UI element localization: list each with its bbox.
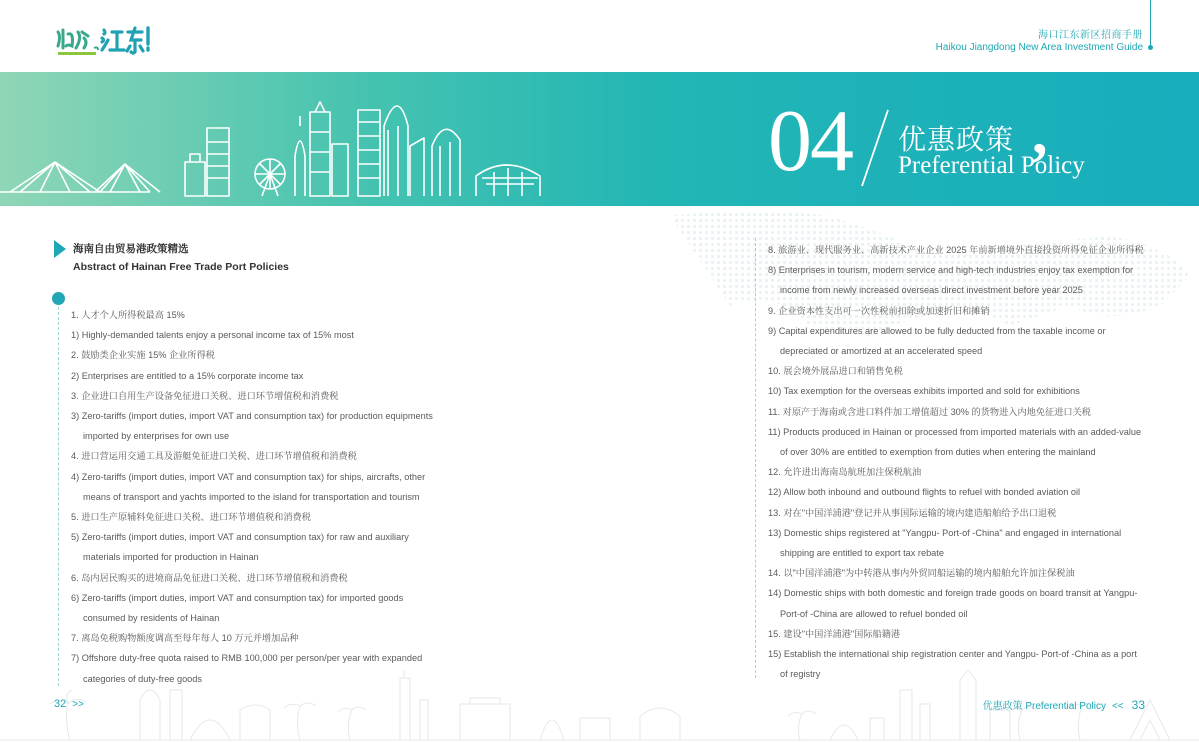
jiangdong-logo xyxy=(54,24,154,58)
chapter-title-cn: 优惠政策 xyxy=(898,123,1015,156)
list-item: consumed by residents of Hainan xyxy=(83,613,220,624)
logo-graphic xyxy=(54,24,154,58)
list-item: 7) Offshore duty-free quota raised to RMB 100,000 per person/per year with expanded xyxy=(71,653,423,664)
list-item: 10. 展会境外展品进口和销售免税 xyxy=(768,366,903,377)
header-divider-line xyxy=(1150,0,1151,46)
page-arrows: << xyxy=(1111,701,1124,712)
guide-title-en: Haikou Jiangdong New Area Investment Guide xyxy=(935,42,1143,53)
list-item: 8. 旅游业、现代服务业、高新技术产业企业 2025 年前新增境外直接投资所得免征企业所得税 xyxy=(768,245,1144,255)
page-number-left xyxy=(54,698,84,710)
list-item: materials imported for production in Hainan xyxy=(83,552,259,563)
page-number-right xyxy=(983,697,1145,712)
list-item: 14. 以"中国洋浦港"为中转港从事内外贸同船运输的境内船舶允许加注保税油 xyxy=(768,568,1075,579)
list-item: 6) Zero-tariffs (import duties, import VAT and consumption tax) for imported goods xyxy=(71,592,404,603)
list-item: 11) Products produced in Hainan or processed from imported materials with an added-value xyxy=(768,426,1142,437)
left-column-dashed-line xyxy=(58,302,59,686)
list-item: categories of duty-free goods xyxy=(83,673,202,684)
list-item: income from newly increased overseas direct investment before year 2025 xyxy=(780,285,1083,296)
section-title-en: Abstract of Hainan Free Trade Port Policies xyxy=(73,261,289,273)
list-item: 3) Zero-tariffs (import duties, import VAT and consumption tax) for production equipments xyxy=(71,411,433,422)
list-item: 14) Domestic ships with both domestic and foreign trade goods on board transit at Yangpu- xyxy=(768,588,1138,599)
footer-chapter-label: 优惠政策 Preferential Policy xyxy=(982,701,1106,712)
list-item: 12) Allow both inbound and outbound flights to refuel with bonded aviation oil xyxy=(768,487,1081,498)
list-item: shipping are entitled to export tax rebate xyxy=(780,548,944,559)
guide-title-cn: 海口江东新区招商手册 xyxy=(1038,30,1143,41)
play-triangle-icon xyxy=(54,240,66,258)
page-arrows: >> xyxy=(72,699,84,710)
guide-header xyxy=(936,30,1143,54)
chapter-slash-divider xyxy=(858,108,892,188)
list-item: 15) Establish the international ship registration center and Yangpu- Port-of -China as a port xyxy=(768,649,1137,660)
list-item: 8) Enterprises in tourism, modern service and high-tech industries enjoy tax exemption for xyxy=(768,265,1134,276)
list-item: 11. 对原产于海南或含进口料件加工增值超过 30% 的货物进入内地免征进口关税 xyxy=(768,406,1091,417)
policy-list-right xyxy=(768,240,1144,684)
list-item: means of transport and yachts imported to the island for transportation and tourism xyxy=(83,491,420,502)
chapter-number: 04 xyxy=(768,93,852,190)
quote-mark-icon: , xyxy=(1032,99,1048,167)
list-item: Port-of -China are allowed to refuel bonded oil xyxy=(780,608,968,619)
list-item: 9) Capital expenditures are allowed to be fully deducted from the taxable income or xyxy=(768,325,1106,336)
left-column-bullet-dot xyxy=(52,292,65,305)
list-item: of over 30% are entitled to exemption from duties when entering the mainland xyxy=(780,447,1096,458)
list-item: 1) Highly-demanded talents enjoy a personal income tax of 15% most xyxy=(71,330,354,341)
list-item: 2. 鼓励类企业实施 15% 企业所得税 xyxy=(71,350,215,361)
list-item: 3. 企业进口自用生产设备免征进口关税、进口环节增值税和消费税 xyxy=(71,390,339,401)
list-item: 5) Zero-tariffs (import duties, import VAT and consumption tax) for raw and auxiliary xyxy=(71,532,409,543)
list-item: 13. 对在"中国洋浦港"登记并从事国际运输的境内建造船舶给予出口退税 xyxy=(768,507,1057,518)
page-number: 33 xyxy=(1131,698,1145,712)
list-item: 10) Tax exemption for the overseas exhibits imported and sold for exhibitions xyxy=(768,386,1080,397)
list-item: of registry xyxy=(780,669,821,680)
list-item: depreciated or amortized at an accelerated speed xyxy=(780,346,983,357)
chapter-title-en: Preferential Policy xyxy=(898,152,1085,179)
list-item: 7. 离岛免税购物额度调高至每年每人 10 万元并增加品种 xyxy=(71,633,299,644)
page-number: 32 xyxy=(54,698,67,710)
section-title-cn: 海南自由贸易港政策精选 xyxy=(73,243,189,255)
list-item: 1. 人才个人所得税最高 15% xyxy=(71,310,185,320)
list-item: 15. 建设"中国洋浦港"国际船籍港 xyxy=(768,628,901,639)
city-skyline-illustration xyxy=(0,92,560,206)
policy-list-left xyxy=(71,305,433,689)
list-item: 13) Domestic ships registered at "Yangpu- Port-of -China" and engaged in international xyxy=(768,527,1122,538)
list-item: 6. 岛内居民购买的进境商品免征进口关税、进口环节增值税和消费税 xyxy=(71,572,348,583)
list-item: 4. 进口营运用交通工具及游艇免征进口关税、进口环节增值税和消费税 xyxy=(71,451,357,462)
list-item: 9. 企业资本性支出可一次性税前扣除或加速折旧和摊销 xyxy=(768,305,990,316)
header-divider-dot xyxy=(1148,45,1153,50)
right-column-dashed-line xyxy=(755,238,756,678)
list-item: 4) Zero-tariffs (import duties, import VAT and consumption tax) for ships, aircrafts, other xyxy=(71,471,426,482)
list-item: 5. 进口生产原辅料免征进口关税、进口环节增值税和消费税 xyxy=(71,512,311,523)
list-item: 12. 允许进出海南岛航班加注保税航油 xyxy=(768,467,922,478)
list-item: 2) Enterprises are entitled to a 15% corporate income tax xyxy=(71,370,304,381)
list-item: imported by enterprises for own use xyxy=(83,431,230,442)
